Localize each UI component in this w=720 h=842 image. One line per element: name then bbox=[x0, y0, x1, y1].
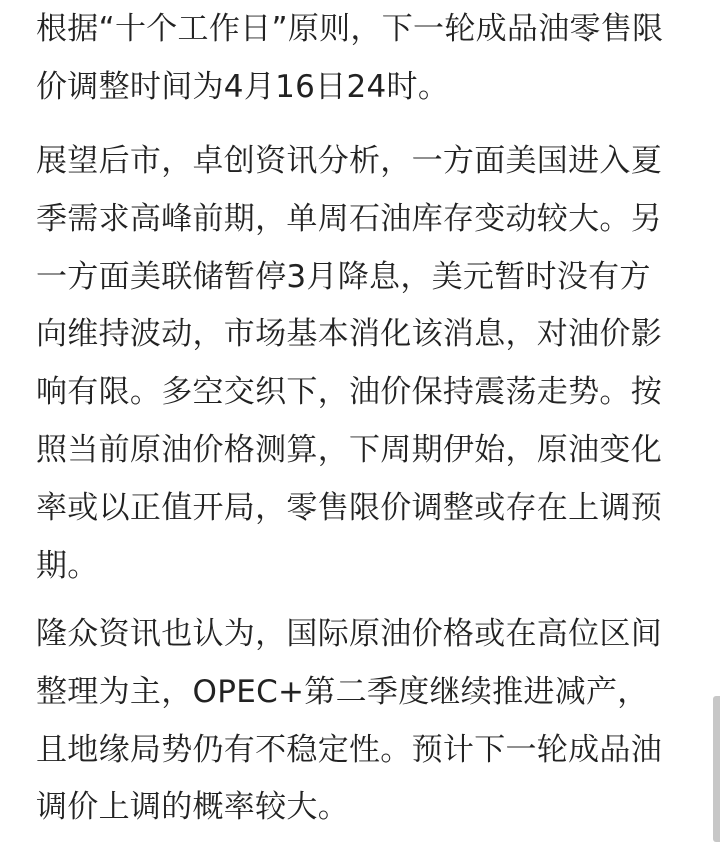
scrollbar-thumb[interactable] bbox=[713, 696, 720, 842]
paragraph-line: 且地缘局势仍有不稳定性。预计下一轮成品油 bbox=[36, 731, 662, 768]
paragraph-line: 价调整时间为4月16日24时。 bbox=[36, 68, 450, 105]
paragraph-line: 季需求高峰前期，单周石油库存变动较大。另 bbox=[36, 200, 662, 237]
paragraph-line: 展望后市，卓创资讯分析，一方面美国进入夏 bbox=[36, 143, 662, 179]
paragraph-line: 响有限。多空交织下，油价保持震荡走势。按 bbox=[36, 374, 662, 411]
paragraph-line: 调价上调的概率较大。 bbox=[36, 789, 349, 826]
paragraph-3 bbox=[36, 606, 662, 837]
paragraph-line: 向维持波动，市场基本消化该消息，对油价影 bbox=[36, 316, 662, 353]
paragraph-line: 整理为主，OPEC+第二季度继续推进减产， bbox=[36, 673, 649, 710]
paragraph-2 bbox=[36, 133, 662, 595]
paragraph-line: 隆众资讯也认为，国际原油价格或在高位区间 bbox=[36, 616, 662, 652]
paragraph-line: 期。 bbox=[36, 547, 99, 584]
paragraph-line: 率或以正值开局，零售限价调整或存在上调预 bbox=[36, 489, 662, 526]
paragraph-line: 照当前原油价格测算，下周期伊始，原油变化 bbox=[36, 431, 662, 468]
paragraph-1 bbox=[36, 1, 663, 117]
paragraph-line: 一方面美联储暂停3月降息，美元暂时没有方 bbox=[36, 258, 651, 295]
paragraph-line: 根据“十个工作日”原则，下一轮成品油零售限 bbox=[36, 11, 664, 47]
